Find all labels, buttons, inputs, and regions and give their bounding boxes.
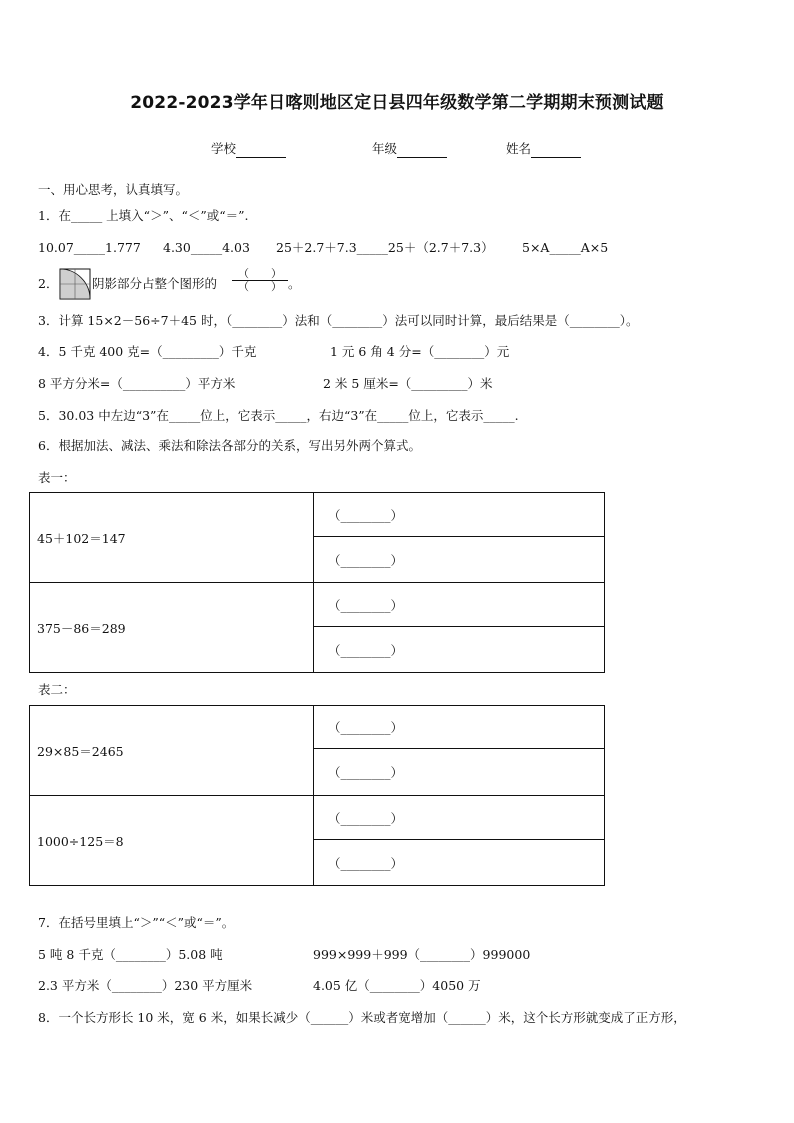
answer-cell[interactable]: （________） <box>314 706 605 749</box>
table-1-equation-1: 45＋102＝147 <box>30 493 314 583</box>
table-1-equation-2: 375－86＝289 <box>30 583 314 673</box>
question-7-c[interactable]: 2.3 平方米（________）230 平方厘米 <box>38 978 253 993</box>
table-2 <box>29 705 605 886</box>
fraction-denominator[interactable]: （ ） <box>238 280 282 293</box>
answer-cell[interactable]: （________） <box>314 537 605 583</box>
question-7-prompt: 7．在括号里填上“＞”“＜”或“＝”。 <box>38 915 235 930</box>
question-4-a[interactable]: 4．5 千克 400 克=（_________）千克 <box>38 344 257 359</box>
grade-label: 年级 <box>372 141 398 156</box>
answer-cell[interactable]: （________） <box>314 493 605 537</box>
page-title: 2022-2023学年日喀则地区定日县四年级数学第二学期期末预测试题 <box>130 93 664 113</box>
question-4-d[interactable]: 2 米 5 厘米=（_________）米 <box>323 376 493 391</box>
table-1-label: 表一： <box>38 470 76 485</box>
question-1-item-c[interactable]: 25＋2.7＋7.3_____25＋（2.7＋7.3） <box>276 240 494 255</box>
table-1 <box>29 492 605 673</box>
school-label: 学校 <box>211 141 237 156</box>
question-6-prompt: 6．根据加法、减法、乘法和除法各部分的关系，写出另外两个算式。 <box>38 438 421 453</box>
table-row <box>30 796 605 840</box>
question-4-b[interactable]: 1 元 6 角 4 分=（________）元 <box>330 344 510 359</box>
question-1-item-d[interactable]: 5×A_____A×5 <box>522 240 609 255</box>
circle-square-figure <box>59 268 91 300</box>
question-5[interactable]: 5．30.03 中左边“3”在_____位上，它表示_____，右边“3”在_____位上，它表示_____. <box>38 408 519 423</box>
answer-cell[interactable]: （________） <box>314 627 605 673</box>
grade-blank[interactable] <box>397 141 447 158</box>
table-2-equation-2: 1000÷125＝8 <box>30 796 314 886</box>
question-7-a[interactable]: 5 吨 8 千克（________）5.08 吨 <box>38 947 223 962</box>
question-1-item-a[interactable]: 10.07_____1.777 <box>38 240 141 255</box>
school-field[interactable] <box>211 141 286 158</box>
school-blank[interactable] <box>236 141 286 158</box>
table-2-equation-1: 29×85＝2465 <box>30 706 314 796</box>
name-field[interactable] <box>506 141 581 158</box>
answer-cell[interactable]: （________） <box>314 749 605 796</box>
section-heading: 一、用心思考，认真填写。 <box>38 182 189 197</box>
question-7-b[interactable]: 999×999＋999（________）999000 <box>313 947 531 962</box>
question-2-text: 阴影部分占整个图形的 <box>92 276 218 291</box>
fraction-numerator[interactable]: （ ） <box>232 268 288 281</box>
question-1-item-b[interactable]: 4.30_____4.03 <box>163 240 250 255</box>
question-8[interactable]: 8．一个长方形长 10 米，宽 6 米，如果长减少（______）米或者宽增加（______）米，这个长方形就变成了正方形， <box>38 1010 686 1025</box>
table-row <box>30 706 605 749</box>
answer-cell[interactable]: （________） <box>314 840 605 886</box>
name-label: 姓名 <box>506 141 532 156</box>
question-3[interactable]: 3．计算 15×2－56÷7＋45 时，（________）法和（________）法可以同时计算，最后结果是（________）。 <box>38 313 639 328</box>
table-row <box>30 583 605 627</box>
question-2-number: 2． <box>38 276 59 291</box>
answer-cell[interactable]: （________） <box>314 583 605 627</box>
grade-field[interactable] <box>372 141 447 158</box>
table-row <box>30 493 605 537</box>
question-7-d[interactable]: 4.05 亿（________）4050 万 <box>313 978 481 993</box>
question-1-prompt: 1．在_____ 上填入“＞”、“＜”或“＝”. <box>38 208 249 223</box>
answer-cell[interactable]: （________） <box>314 796 605 840</box>
question-4-c[interactable]: 8 平方分米=（__________）平方米 <box>38 376 236 391</box>
question-2-end: 。 <box>288 276 301 291</box>
question-2-fraction[interactable] <box>232 268 288 293</box>
table-2-label: 表二： <box>38 682 76 697</box>
name-blank[interactable] <box>531 141 581 158</box>
